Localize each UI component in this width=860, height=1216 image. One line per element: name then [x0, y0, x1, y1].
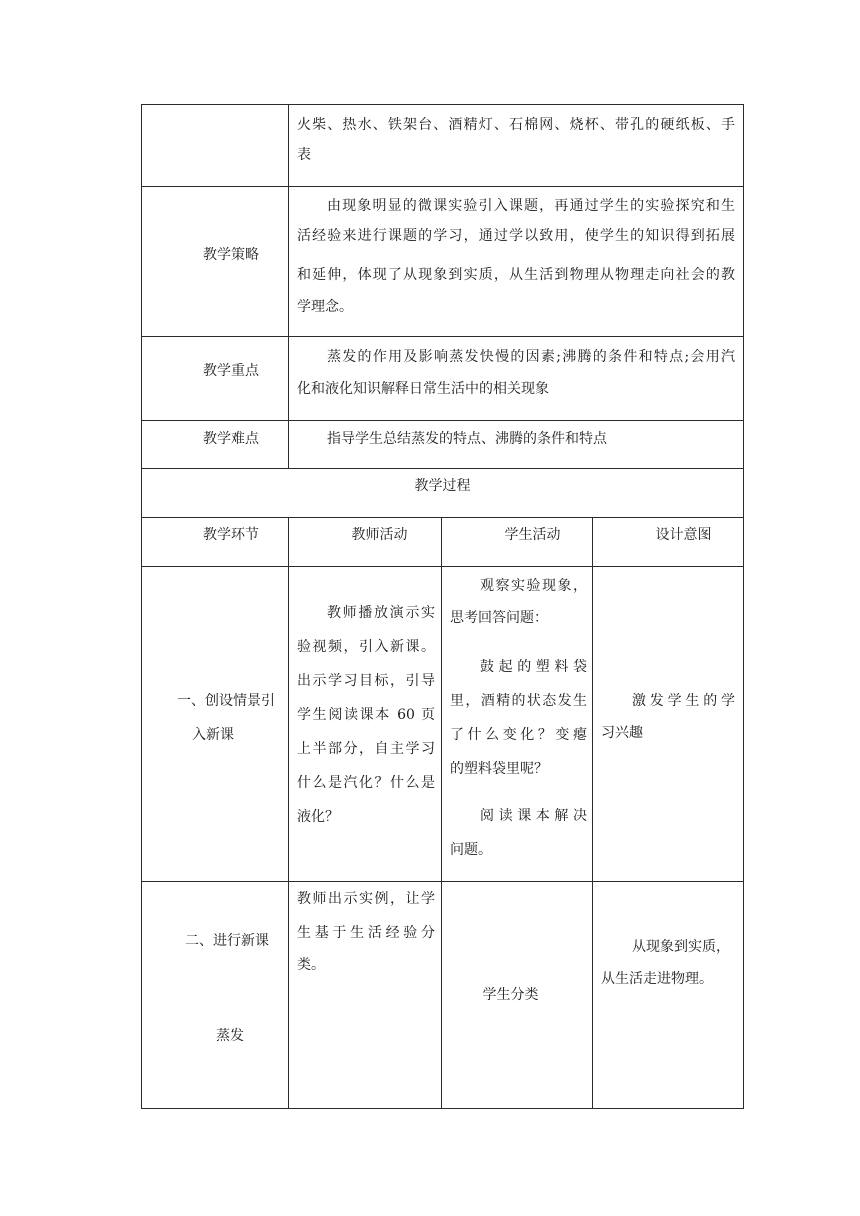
table-border [288, 517, 289, 1109]
strategy-line: 和延伸，体现了从现象到实质，从生活到物理从物理走向社会的教 [297, 267, 735, 283]
table-border [141, 517, 744, 518]
row1-student: 问题。 [450, 842, 492, 858]
table-border [141, 468, 744, 469]
row1-stage: 一、创设情景引 [177, 693, 275, 709]
row1-student: 鼓起的塑料袋 [480, 659, 587, 675]
row1-teacher: 上半部分，自主学习 [297, 741, 435, 757]
key-points-line: 化和液化知识解释日常生活中的相关现象 [297, 381, 549, 397]
table-border [141, 1108, 744, 1109]
process-title: 教学过程 [414, 478, 471, 494]
row2-student: 学生分类 [482, 987, 539, 1003]
row2-teacher: 生基于生活经验分 [297, 925, 435, 941]
row1-teacher: 验视频，引入新课。 [297, 639, 435, 655]
row1-student: 阅读课本解决 [480, 808, 587, 824]
table-border [592, 517, 593, 1109]
row1-intent: 激发学生的学 [632, 693, 735, 709]
row2-teacher: 教师出示实例，让学 [297, 891, 435, 907]
row1-teacher: 出示学习目标，引导 [297, 673, 435, 689]
strategy-line: 学理念。 [297, 299, 353, 315]
header-student: 学生活动 [504, 527, 561, 543]
row1-student: 思考回答问题： [450, 610, 548, 626]
strategy-line: 由现象明显的微课实验引入课题，再通过学生的实验探究和生 [327, 198, 735, 214]
table-border [288, 104, 289, 469]
row1-student: 了什么变化？变瘪 [450, 727, 587, 743]
row2-stage: 蒸发 [216, 1028, 244, 1044]
row1-stage: 入新课 [192, 727, 234, 743]
row1-teacher: 什么是汽化？什么是 [297, 775, 435, 791]
table-border [743, 104, 744, 1109]
materials-line: 火柴、热水、铁架台、酒精灯、石棉网、烧杯、带孔的硬纸板、手 [297, 117, 735, 133]
materials-line: 表 [297, 147, 311, 163]
table-border [141, 420, 744, 421]
table-border [141, 336, 744, 337]
row1-teacher: 教师播放演示实 [327, 605, 435, 621]
row1-student: 观察实验现象， [480, 578, 587, 594]
table-border [141, 566, 744, 567]
row2-teacher: 类。 [297, 957, 325, 973]
row1-intent: 习兴趣 [601, 725, 643, 741]
difficulties-text: 指导学生总结蒸发的特点、沸腾的条件和特点 [327, 431, 607, 447]
header-stage: 教学环节 [203, 527, 259, 543]
strategy-label: 教学策略 [203, 247, 259, 263]
row1-student: 的塑料袋里呢？ [450, 761, 548, 777]
key-points-line: 蒸发的作用及影响蒸发快慢的因素;沸腾的条件和特点;会用汽 [327, 349, 735, 365]
table-border [141, 104, 744, 105]
row1-student: 里，酒精的状态发生 [450, 693, 587, 709]
row1-teacher: 学生阅读课本 60 页 [297, 707, 435, 723]
table-border [141, 881, 744, 882]
table-border [441, 517, 442, 1109]
strategy-line: 活经验来进行课题的学习，通过学以致用，使学生的知识得到拓展 [297, 228, 735, 244]
row2-intent: 从现象到实质， [632, 939, 730, 955]
key-points-label: 教学重点 [203, 363, 259, 379]
header-intent: 设计意图 [655, 527, 712, 543]
header-teacher: 教师活动 [351, 527, 408, 543]
table-border [141, 186, 744, 187]
difficulties-label: 教学难点 [203, 431, 259, 447]
row1-teacher: 液化？ [297, 809, 339, 825]
row2-stage: 二、进行新课 [185, 933, 269, 949]
row2-intent: 从生活走进物理。 [601, 971, 713, 987]
